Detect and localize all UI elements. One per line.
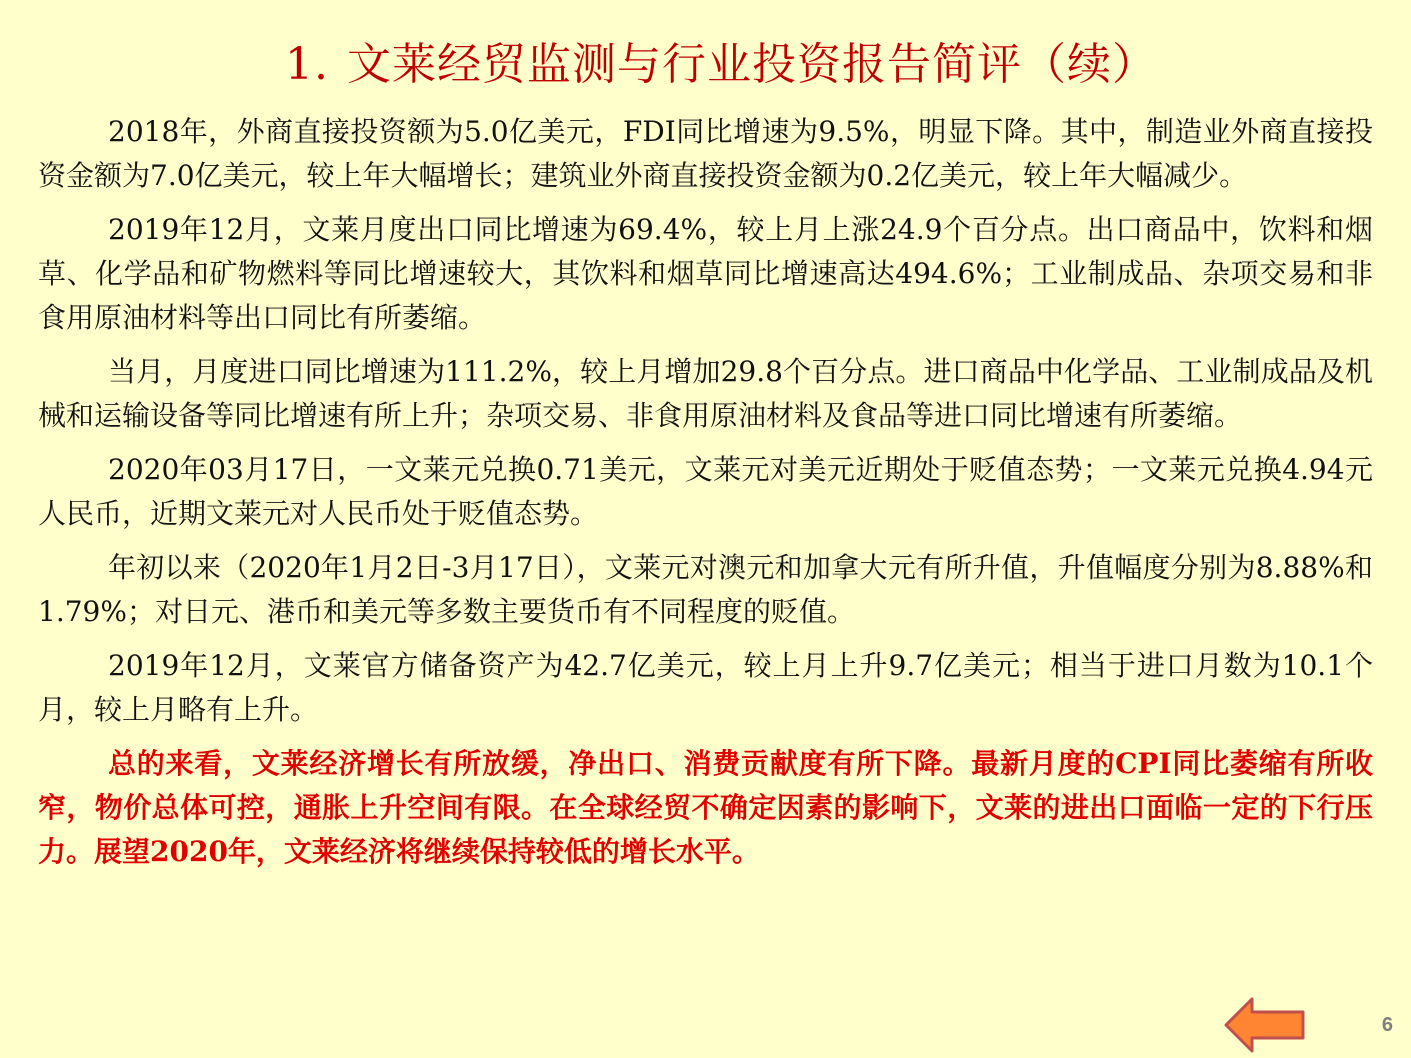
- report-body: [38, 110, 1373, 884]
- paragraph-reserves: 2019年12月，文莱官方储备资产为42.7亿美元，较上月上升9.7亿美元；相当于进口月数为10.1个月，较上月略有上升。: [38, 649, 1373, 726]
- title-text: 文莱经贸监测与行业投资报告简评（续）: [346, 39, 1157, 90]
- paragraph-exports: 2019年12月，文莱月度出口同比增速为69.4%，较上月上涨24.9个百分点。出口商品中，饮料和烟草、化学品和矿物燃料等同比增速较大，其饮料和烟草同比增速高达494.6%；工业制成品、杂项交易和非食用原油材料等出口同比有所萎缩。: [38, 213, 1373, 334]
- paragraph-fdi: 2018年，外商直接投资额为5.0亿美元，FDI同比增速为9.5%，明显下降。其中，制造业外商直接投资金额为7.0亿美元，较上年大幅增长；建筑业外商直接投资金额为0.2亿美元，较上年大幅减少。: [38, 115, 1373, 192]
- page-title: [0, 28, 1411, 92]
- paragraph-imports: 当月，月度进口同比增速为111.2%，较上月增加29.8个百分点。进口商品中化学品、工业制成品及机械和运输设备等同比增速有所上升；杂项交易、非食用原油材料及食品等进口同比增速有所萎缩。: [38, 355, 1373, 432]
- paragraph-exchange-rate: 2020年03月17日，一文莱元兑换0.71美元，文莱元对美元近期处于贬值态势；一文莱元兑换4.94元人民币，近期文莱元对人民币处于贬值态势。: [38, 453, 1373, 530]
- title-number: 1.: [285, 39, 329, 90]
- page-number: 6: [1381, 1014, 1393, 1036]
- paragraph-currency-change: 年初以来（2020年1月2日-3月17日），文莱元对澳元和加拿大元有所升值，升值幅度分别为8.88%和1.79%；对日元、港币和美元等多数主要货币有不同程度的贬值。: [38, 551, 1373, 628]
- left-arrow-icon: [1224, 996, 1306, 1054]
- summary-paragraph: 总的来看，文莱经济增长有所放缓，净出口、消费贡献度有所下降。最新月度的CPI同比萎缩有所收窄，物价总体可控，通胀上升空间有限。在全球经贸不确定因素的影响下，文莱的进出口面临一定的下行压力。展望2020年，文莱经济将继续保持较低的增长水平。: [38, 747, 1373, 868]
- back-button[interactable]: [1224, 996, 1306, 1054]
